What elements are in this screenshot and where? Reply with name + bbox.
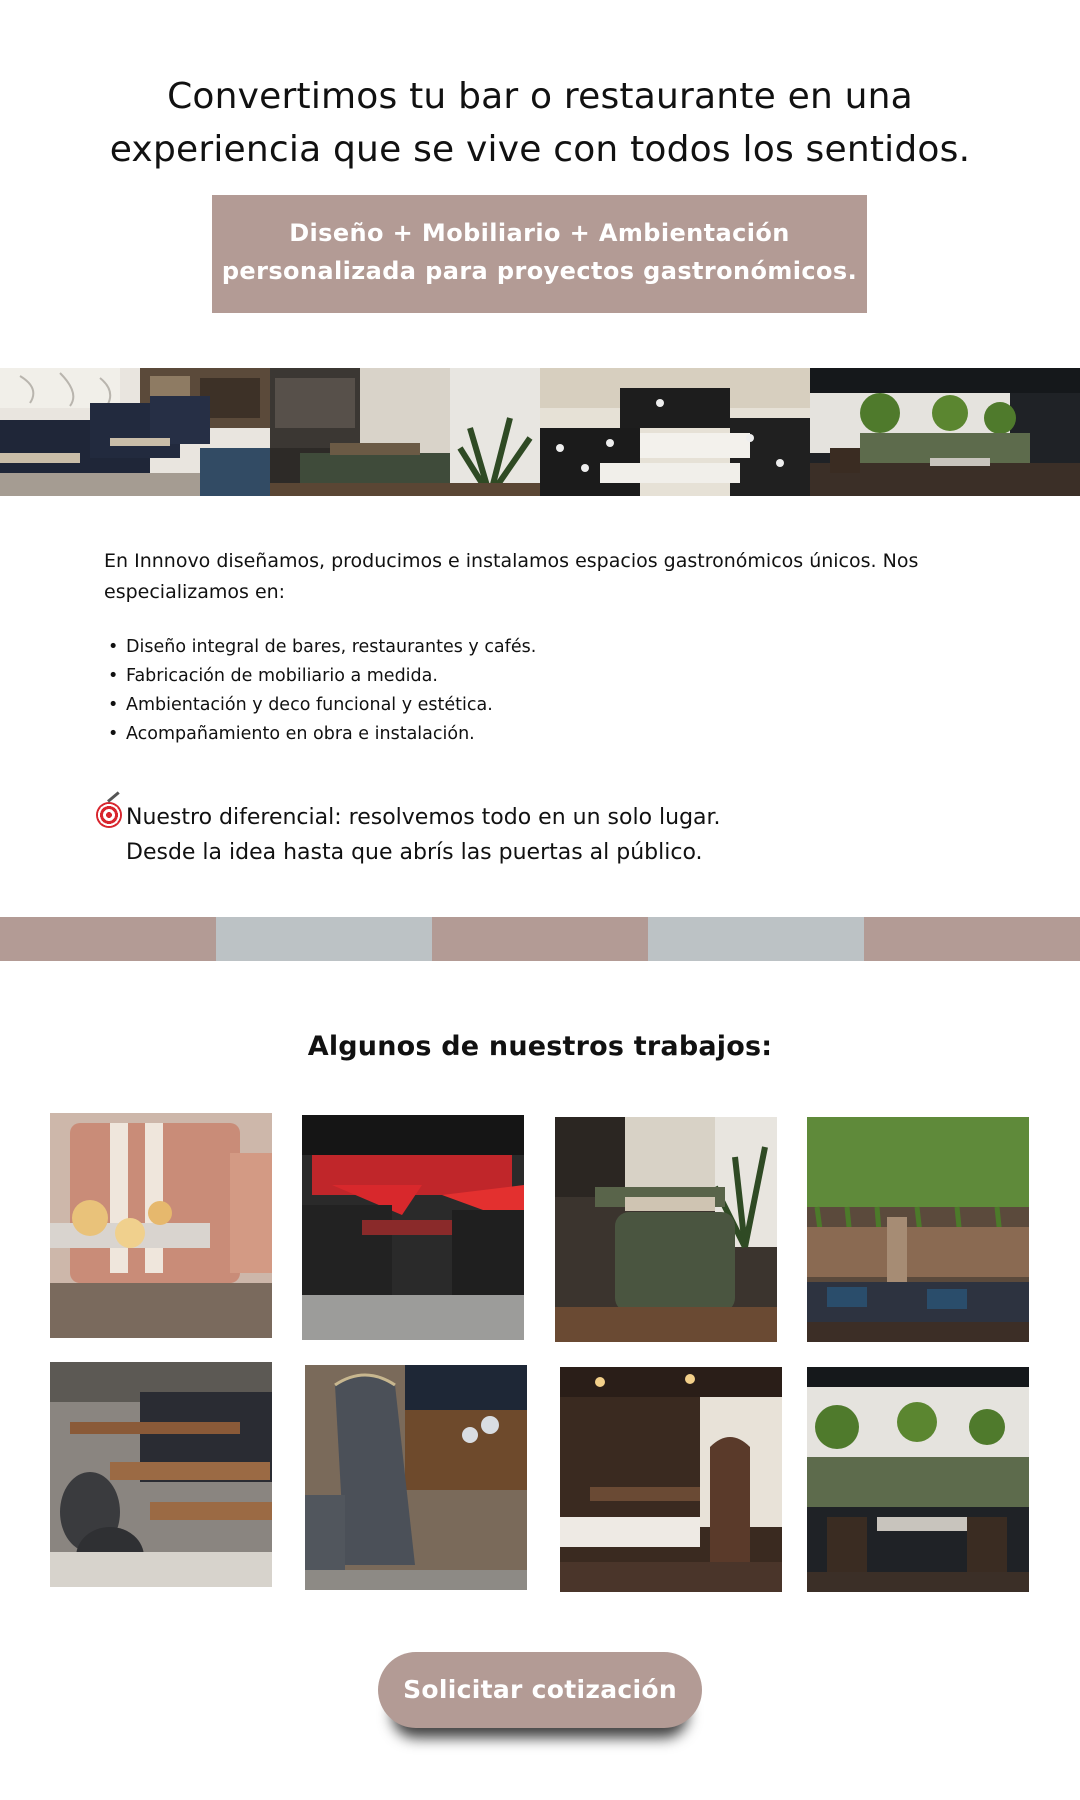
intro-text: En Innnovo diseñamos, producimos e instalamos espacios gastronómicos únicos. Nos especializamos en:: [104, 550, 919, 603]
gallery-photo-white-booths[interactable]: [560, 1367, 782, 1592]
banner-photo-bar-palm: [270, 368, 540, 496]
service-label: Ambientación y deco funcional y estética.: [126, 695, 493, 715]
gallery-photo-tufted-bench[interactable]: [50, 1362, 272, 1587]
tagline-line-2: personalizada para proyectos gastronómicos.: [221, 257, 858, 285]
service-label: Acompañamiento en obra e instalación.: [126, 724, 475, 744]
differential-text-1: Nuestro diferencial: resolvemos todo en un solo lugar.: [126, 805, 721, 830]
gallery-photo-pink-booth[interactable]: [50, 1113, 272, 1338]
target-icon: [96, 802, 122, 828]
gallery-photo-green-booth[interactable]: [555, 1117, 777, 1342]
bullet-icon: •: [108, 637, 119, 657]
color-band-segment: [216, 917, 432, 961]
color-band-segment: [432, 917, 648, 961]
tagline-box: [212, 195, 867, 313]
gallery-photo-hanging-greenery[interactable]: [807, 1117, 1029, 1342]
gallery-photo-red-booths[interactable]: [302, 1115, 524, 1340]
list-item: [108, 691, 908, 720]
photo-banner: [0, 368, 1080, 496]
banner-photo-navy-booths: [0, 368, 270, 496]
request-quote-button[interactable]: Solicitar cotización: [378, 1652, 702, 1728]
list-item: [108, 720, 908, 749]
gallery-photo-studded-chair[interactable]: [305, 1365, 527, 1590]
list-item: [108, 662, 908, 691]
color-band-segment: [0, 917, 216, 961]
gallery-photo-green-booths-trees[interactable]: [807, 1367, 1029, 1592]
differential-line-1: [96, 800, 996, 835]
service-label: Fabricación de mobiliario a medida.: [126, 666, 438, 686]
list-item: [108, 633, 908, 662]
bullet-icon: •: [108, 724, 119, 744]
page-title: [0, 70, 1080, 176]
banner-photo-green-booths: [810, 368, 1080, 496]
color-band-segment: [648, 917, 864, 961]
page-title-line-1: Convertimos tu bar o restaurante en una: [167, 76, 913, 117]
page-title-line-2: experiencia que se vive con todos los sentidos.: [109, 129, 971, 170]
differential-line-2: Desde la idea hasta que abrís las puertas al público.: [126, 840, 703, 865]
gallery-title: Algunos de nuestros trabajos:: [307, 1031, 773, 1062]
banner-photo-patterned-booths: [540, 368, 810, 496]
tagline-line-1: Diseño + Mobiliario + Ambientación: [289, 219, 790, 247]
bullet-icon: •: [108, 695, 119, 715]
color-band-segment: [864, 917, 1080, 961]
differential-statement: [96, 800, 996, 870]
bullet-icon: •: [108, 666, 119, 686]
services-list: [108, 633, 908, 749]
service-label: Diseño integral de bares, restaurantes y cafés.: [126, 637, 537, 657]
color-band: [0, 917, 1080, 961]
